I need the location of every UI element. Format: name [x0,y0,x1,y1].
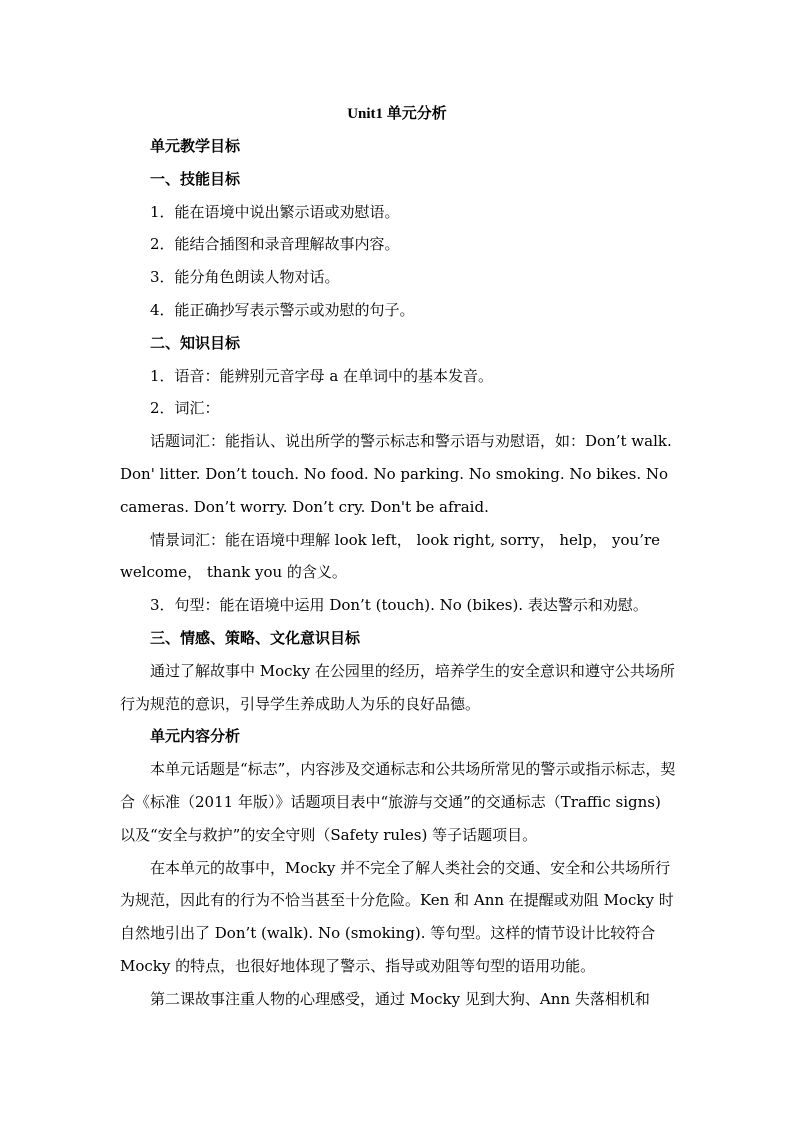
topic-vocabulary: 话题词汇：能指认、说出所学的警示标志和警示语与劝慰语，如：Don’t walk. Don' litter. Don’t touch. No food. No parking. No smoking. No bikes. No cameras. Don’t worry. Don’t cry. Don't be afraid. [120,432,672,516]
skill-item-1: 1．能在语境中说出繁示语或劝慰语。 [150,202,400,221]
knowledge-heading: 二、知识目标 [150,333,241,352]
content-paragraph-2: 在本单元的故事中，Mocky 并不完全了解人类社会的交通、安全和公共场所行为规范，因此有的行为不恰当甚至十分危险。Ken 和 Ann 在提醒或劝阻 Mocky 时自然地引出了 Don’t (walk). No (smoking). 等句型。这样的情节设计比较符合 Mocky 的特点，也很好地体现了警示、指导或劝阻等句型的语用功能。 [120,858,674,975]
content-paragraph-3: 第二课故事注重人物的心理感受，通过 Mocky 见到大狗、Ann 失落相机和 [150,989,650,1008]
skill-item-2: 2．能结合插图和录音理解故事内容。 [150,235,400,254]
content-paragraph-1: 本单元话题是“标志”，内容涉及交通标志和公共场所常见的警示或指示标志，契合《标准（2011 年版）》话题项目表中“旅游与交通”的交通标志（Traffic signs) 以及“安全与救护”的安全守则（Safety rules) 等子话题项目。 [120,760,676,844]
content-heading: 单元内容分析 [150,727,241,746]
affect-paragraph: 通过了解故事中 Mocky 在公园里的经历，培养学生的安全意识和遵守公共场所行为规范的意识，引导学生养成助人为乐的良好品德。 [120,661,675,713]
skill-item-3: 3．能分角色朗读人物对话。 [150,268,340,287]
scene-vocabulary: 情景词汇：能在语境中理解 look left， look right, sorry， help， you’re welcome， thank you 的含义。 [120,530,661,582]
knowledge-item-3: 3．句型：能在语境中运用 Don’t (touch). No (bikes). 表达警示和劝慰。 [150,596,648,615]
document-body [120,130,680,1016]
page-title: Unit1 单元分析 [347,106,447,122]
affect-heading: 三、情感、策略、文化意识目标 [150,628,361,647]
goals-heading: 单元教学目标 [150,137,241,155]
knowledge-item-2: 2．词汇： [150,399,220,418]
skill-item-4: 4．能正确抄写表示警示或劝慰的句子。 [150,300,415,319]
knowledge-item-1: 1．语音：能辨别元音字母 a 在单词中的基本发音。 [150,366,494,385]
skills-heading: 一、技能目标 [150,169,241,188]
